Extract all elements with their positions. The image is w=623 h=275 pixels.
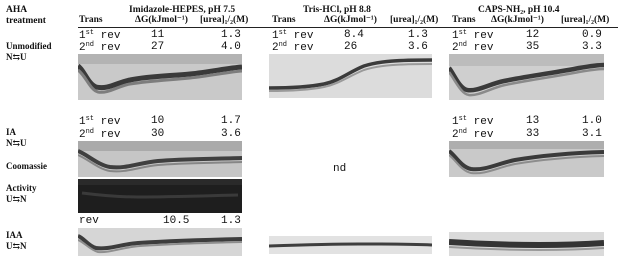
unmod-tris-dg1: 8.4 [344, 29, 364, 41]
header-rule [78, 27, 618, 28]
gel-activity-imidazole [78, 179, 242, 213]
row-label-ia: IA N⇆U [6, 127, 27, 148]
gel-unmodified-imidazole [78, 54, 242, 100]
ia-caps-row1: 1st rev [452, 115, 494, 128]
ia-caps-dg1: 13 [526, 115, 540, 127]
unmod-imid-urea1: 1.3 [221, 29, 241, 41]
gel-iaa-caps [449, 232, 604, 256]
unmod-caps-urea1: 0.9 [582, 29, 602, 41]
unmod-caps-dg1: 12 [526, 29, 540, 41]
row-label-coomassie: Coomassie [6, 161, 47, 171]
iaa-imid-urea: 1.3 [221, 215, 241, 227]
unmod-imid-dg1: 11 [151, 29, 165, 41]
col-urea-imidazole: [urea]₁/₂(M) [200, 15, 249, 25]
unmod-caps-dg2: 35 [526, 41, 540, 53]
gel-unmodified-tris [269, 54, 432, 98]
unmod-tris-dg2: 26 [344, 41, 358, 53]
unmod-imid-dg2: 27 [151, 41, 165, 53]
ia-imid-row2: 2nd rev [79, 128, 121, 141]
ia-caps-row2: 2nd rev [452, 128, 494, 141]
col-dg-imidazole: ΔG(kJmol⁻¹) [135, 15, 188, 25]
col-trans-tris: Trans [272, 15, 296, 25]
unmod-tris-row1: 1st rev [272, 29, 314, 42]
unmod-tris-row2: 2nd rev [272, 41, 314, 54]
row-label-iaa: IAA U⇆N [6, 230, 27, 251]
ia-tris-not-determined: nd [333, 163, 347, 175]
buffer-tris-header: Tris-HCl, pH 8.8 [303, 5, 371, 15]
aha-header-line1: AHA [6, 5, 28, 15]
iaa-imid-trans: rev [79, 215, 99, 227]
col-trans-caps: Trans [452, 15, 476, 25]
col-trans-imidazole: Trans [79, 15, 103, 25]
unmod-imid-urea2: 4.0 [221, 41, 241, 53]
row-label-activity: Activity U⇆N [6, 183, 37, 204]
col-urea-tris: [urea]₁/₂(M) [390, 15, 439, 25]
ia-imid-row1: 1st rev [79, 115, 121, 128]
ia-imid-urea2: 3.6 [221, 128, 241, 140]
gel-iaa-tris [269, 236, 432, 254]
col-dg-caps: ΔG(kJmol⁻¹) [491, 15, 544, 25]
buffer-imidazole-header: Imidazole-HEPES, pH 7.5 [129, 5, 236, 15]
col-dg-tris: ΔG(kJmol⁻¹) [324, 15, 377, 25]
ia-imid-dg1: 10 [151, 115, 165, 127]
unmod-caps-urea2: 3.3 [582, 41, 602, 53]
gel-ia-caps [449, 141, 604, 177]
gel-unmodified-caps [449, 54, 604, 100]
ia-imid-dg2: 30 [151, 128, 165, 140]
row-label-unmodified: Unmodified N⇆U [6, 41, 52, 62]
unmod-tris-urea2: 3.6 [408, 41, 428, 53]
gel-iaa-imidazole [78, 228, 242, 256]
ia-imid-urea1: 1.7 [221, 115, 241, 127]
unmod-caps-row1: 1st rev [452, 29, 494, 42]
ia-caps-dg2: 33 [526, 128, 540, 140]
unmod-tris-urea1: 1.3 [408, 29, 428, 41]
iaa-imid-dg: 10.5 [163, 215, 190, 227]
unmod-imid-row2: 2nd rev [79, 41, 121, 54]
col-urea-caps: [urea]₁/₂(M) [561, 15, 610, 25]
unmod-imid-row1: 1st rev [79, 29, 121, 42]
aha-header-line2: treatment [6, 16, 46, 26]
buffer-caps-header: CAPS-NH₂, pH 10.4 [478, 5, 560, 15]
gel-ia-imidazole [78, 141, 242, 177]
ia-caps-urea1: 1.0 [582, 115, 602, 127]
ia-caps-urea2: 3.1 [582, 128, 602, 140]
unmod-caps-row2: 2nd rev [452, 41, 494, 54]
